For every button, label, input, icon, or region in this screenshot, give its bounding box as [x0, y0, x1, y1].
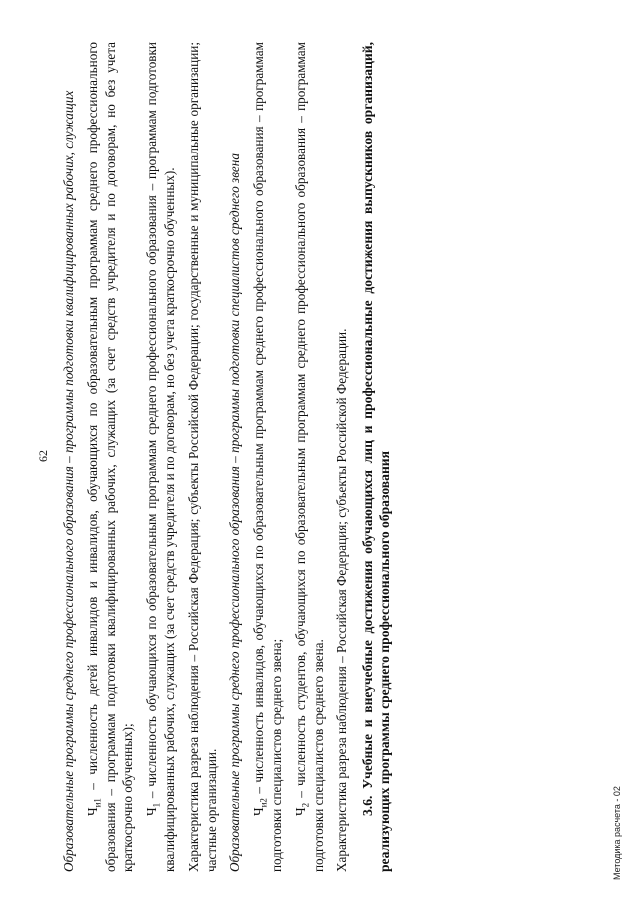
section-subtitle-mid-level-specialists: Образовательные программы среднего профессионального образования – программы подготовки специалистов среднего звена	[227, 153, 243, 872]
definition-ch2	[292, 42, 328, 872]
observation-breakdown-2: Характеристика разреза наблюдения – Российская Федерация; субъекты Российской Федерации.	[334, 328, 350, 872]
symbol: Ч	[144, 807, 160, 816]
page-number: 62	[36, 450, 50, 462]
symbol-subscript: 1	[151, 802, 162, 808]
symbol: Ч	[251, 807, 267, 816]
symbol: Ч	[84, 807, 100, 816]
definition-chi2	[250, 42, 286, 872]
section-subtitle-skilled-workers: Образовательные программы среднего профессионального образования – программы подготовки квалифицированных рабочих, служащих	[61, 90, 76, 872]
footer-label: Методика расчета - 02	[612, 786, 622, 880]
definition-text: – численность детей инвалидов и инвалидов, обучающихся по образовательным программам среднего профессионального образования – программам подготовки квалифицированных рабочих, служащих (за счет средств учредителя и по договорам, но без учета краткосрочно обученных);	[84, 42, 136, 872]
symbol: Ч	[292, 807, 308, 816]
definition-ch1	[143, 42, 179, 872]
observation-breakdown-1: Характеристика разреза наблюдения – Российская Федерация; субъекты Российской Федерации; государственные и муниципальные организации; частные организации.	[185, 42, 219, 872]
page-content	[60, 42, 560, 872]
definition-text: – численность обучающихся по образовательным программам среднего профессионального образования – программам подготовки квалифицированных рабочих, служащих (за счет средств учредителя и по договорам, но без учета краткосрочно обученных).	[144, 42, 177, 872]
symbol-subscript: и1	[92, 798, 103, 808]
definition-text: – численность студентов, обучающихся по образовательным программам среднего профессионального образования – программам подготовки специалистов среднего звена.	[292, 42, 326, 872]
definition-chi1	[84, 42, 137, 872]
section-heading-3-6: 3.6. Учебные и внеучебные достижения обучающихся лиц и профессиональные достижения выпускников организаций, реализующих программы среднего профессионального образования	[360, 42, 393, 872]
definition-text: – численность инвалидов, обучающихся по образовательным программам среднего профессионального образования – программам подготовки специалистов среднего звена;	[251, 42, 284, 872]
symbol-subscript: и2	[258, 798, 269, 808]
symbol-subscript: 2	[300, 802, 311, 808]
